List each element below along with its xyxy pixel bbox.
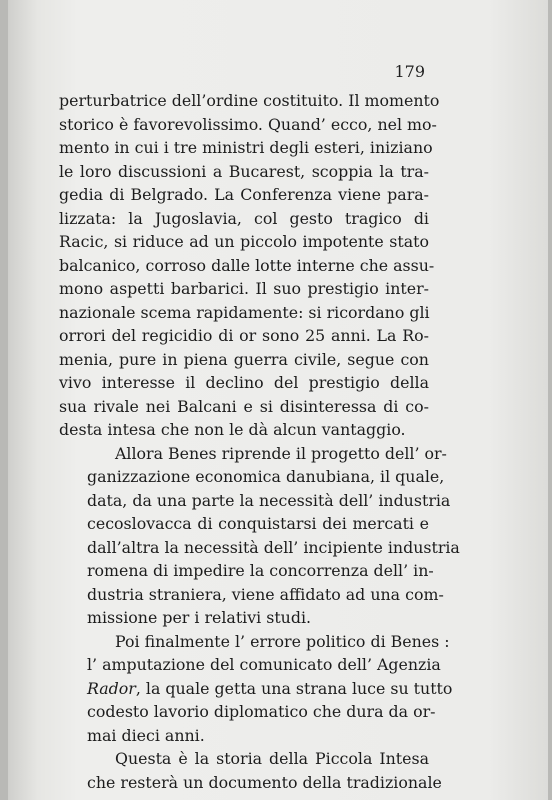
text-line: nazionale scema rapidamente: si ricordano gli — [59, 302, 430, 322]
text-line: dall’altra la necessità dell’ incipiente industria — [87, 537, 460, 557]
text-line: Questa è la storia della Piccola Intesa — [115, 749, 429, 768]
paragraph-4 — [59, 747, 442, 794]
body-text — [59, 89, 460, 794]
text-line: l’ amputazione del comunicato dell’ Agenzia — [87, 655, 441, 674]
text-line: mento in cui i tre ministri degli esteri, iniziano — [59, 138, 433, 157]
text-line: vivo interesse il declino del prestigio della — [59, 373, 429, 392]
paragraph-3 — [59, 630, 453, 748]
text-line: Racic, si riduce ad un piccolo impotente stato — [59, 232, 429, 251]
page-number: 179 — [394, 62, 425, 81]
text-line: desta intesa che non le dà alcun vantaggio. — [59, 420, 406, 439]
text-line: lizzata: la Jugoslavia, col gesto tragico di — [59, 208, 429, 228]
text-line: perturbatrice dell’ordine costituito. Il momento — [59, 91, 440, 110]
book-page — [8, 0, 548, 800]
text-line: che resterà un documento della tradizionale — [87, 772, 442, 792]
text-line: missione per i relativi studi. — [87, 608, 312, 627]
text-line: data, da una parte la necessità dell’ industria — [87, 490, 451, 510]
text-line: romena di impedire la concorrenza dell’ in- — [87, 561, 434, 580]
text-line: codesto lavorio diplomatico che dura da or- — [87, 702, 436, 721]
text-line: le loro discussioni a Bucarest, scoppia la tra- — [59, 161, 429, 181]
text-line: Allora Benes riprende il progetto dell’ or- — [115, 443, 447, 463]
text-line: mono aspetti barbarici. Il suo prestigio inter- — [59, 279, 429, 298]
text-line: orrori del regicidio di or sono 25 anni. La Ro- — [59, 326, 429, 345]
text-line: gedia di Belgrado. La Conferenza viene para- — [59, 185, 429, 204]
paragraph-1 — [59, 89, 440, 442]
text-line: dustria straniera, viene affidato ad una com- — [87, 584, 444, 604]
text-line: ganizzazione economica danubiana, il quale, — [87, 467, 445, 486]
text-line: balcanico, corroso dalle lotte interne che assu- — [59, 255, 435, 275]
text-line: sua rivale nei Balcani e si disinteressa di co- — [59, 396, 429, 416]
text-line: storico è favorevolissimo. Quand’ ecco, nel mo- — [59, 114, 437, 134]
paragraph-2 — [59, 442, 460, 630]
text-line: cecoslovacca di conquistarsi dei mercati e — [87, 514, 429, 533]
text-line: menia, pure in piena guerra civile, segue con — [59, 349, 429, 369]
text-line: mai dieci anni. — [87, 725, 205, 745]
text-line: Poi finalmente l’ errore politico di Benes : — [115, 631, 450, 651]
text-line: Rador, la quale getta una strana luce su tutto — [87, 678, 453, 698]
